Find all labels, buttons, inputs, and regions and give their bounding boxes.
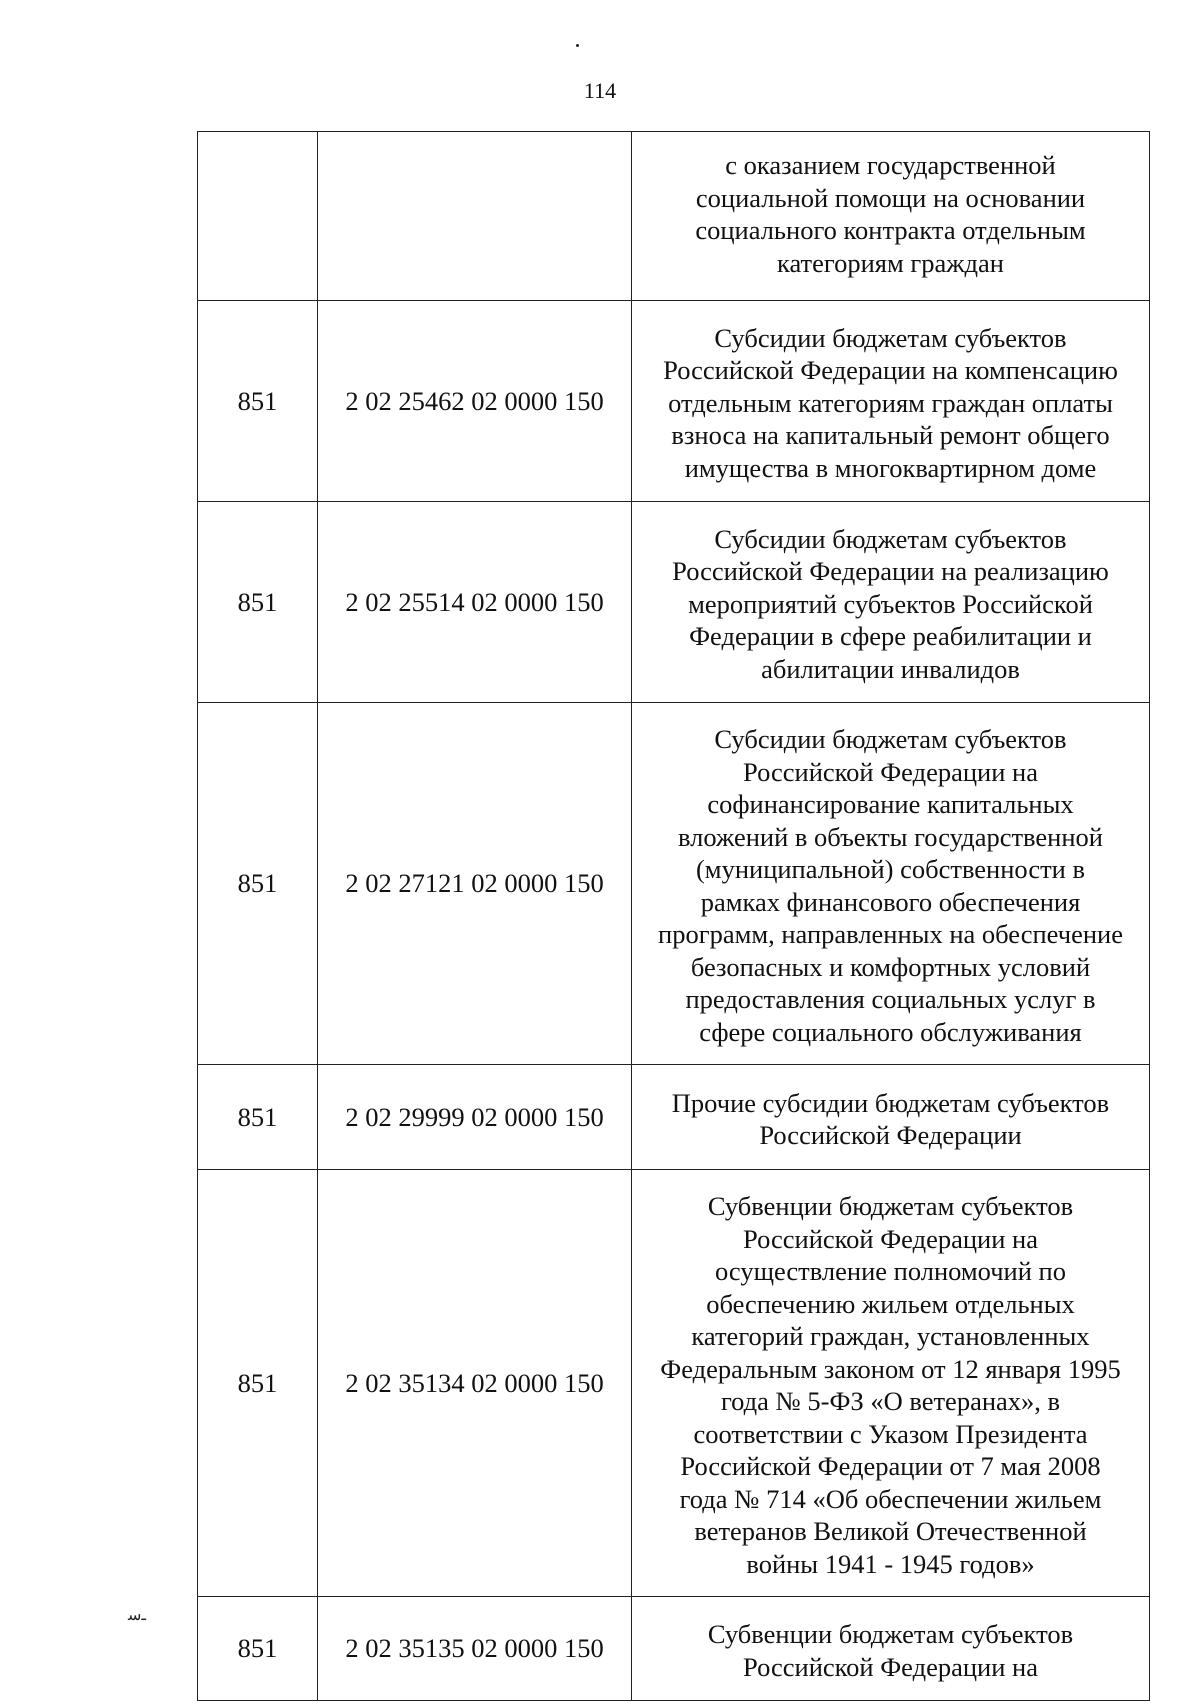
budget-code-cell: 2 02 29999 02 0000 150 bbox=[318, 1065, 632, 1170]
admin-code-cell: 851 bbox=[198, 1065, 318, 1170]
budget-code-cell bbox=[318, 132, 632, 301]
page-number: 114 bbox=[583, 78, 617, 103]
scan-dot bbox=[576, 44, 579, 47]
budget-code-cell: 2 02 25462 02 0000 150 bbox=[318, 301, 632, 502]
table-row bbox=[198, 1170, 1150, 1597]
description-cell: Субсидии бюджетам субъектов Российской Федерации на реализацию мероприятий субъектов Российской Федерации в сфере реабилитации и абилитации инвалидов bbox=[632, 502, 1150, 703]
table-row bbox=[198, 1597, 1150, 1701]
admin-code-cell bbox=[198, 132, 318, 301]
description-cell: Субсидии бюджетам субъектов Российской Федерации на компенсацию отдельным категориям граждан оплаты взноса на капитальный ремонт общего имущества в многоквартирном доме bbox=[632, 301, 1150, 502]
budget-code-cell: 2 02 25514 02 0000 150 bbox=[318, 502, 632, 703]
admin-code-cell: 851 bbox=[198, 1170, 318, 1597]
admin-code-cell: 851 bbox=[198, 703, 318, 1065]
description-cell: Субвенции бюджетам субъектов Российской Федерации на осуществление полномочий по обеспечению жильем отдельных категорий граждан, установленных Федеральным законом от 12 января 1995 года № 5-ФЗ «О ветеранах», в соответствии с Указом Президента Российской Федерации от 7 мая 2008 года № 714 «Об обеспечении жильем ветеранов Великой Отечественной войны 1941 - 1945 годов» bbox=[632, 1170, 1150, 1597]
description-cell: Прочие субсидии бюджетам субъектов Российской Федерации bbox=[632, 1065, 1150, 1170]
corner-mark: ـﺳ bbox=[128, 1607, 147, 1624]
budget-code-cell: 2 02 27121 02 0000 150 bbox=[318, 703, 632, 1065]
budget-table-container bbox=[197, 131, 1149, 1701]
budget-code-cell: 2 02 35134 02 0000 150 bbox=[318, 1170, 632, 1597]
admin-code-cell: 851 bbox=[198, 1597, 318, 1701]
table-row bbox=[198, 1065, 1150, 1170]
table-row bbox=[198, 703, 1150, 1065]
table-row bbox=[198, 301, 1150, 502]
description-cell: Субвенции бюджетам субъектов Российской Федерации на bbox=[632, 1597, 1150, 1701]
table-row bbox=[198, 132, 1150, 301]
description-cell: Субсидии бюджетам субъектов Российской Федерации на софинансирование капитальных вложений в объекты государственной (муниципальной) собственности в рамках финансового обеспечения программ, направленных на обеспечение безопасных и комфортных условий предоставления социальных услуг в сфере социального обслуживания bbox=[632, 703, 1150, 1065]
admin-code-cell: 851 bbox=[198, 301, 318, 502]
table-row bbox=[198, 502, 1150, 703]
budget-code-cell: 2 02 35135 02 0000 150 bbox=[318, 1597, 632, 1701]
budget-classification-table bbox=[197, 131, 1150, 1701]
description-cell: с оказанием государственной социальной помощи на основании социального контракта отдельным категориям граждан bbox=[632, 132, 1150, 301]
admin-code-cell: 851 bbox=[198, 502, 318, 703]
